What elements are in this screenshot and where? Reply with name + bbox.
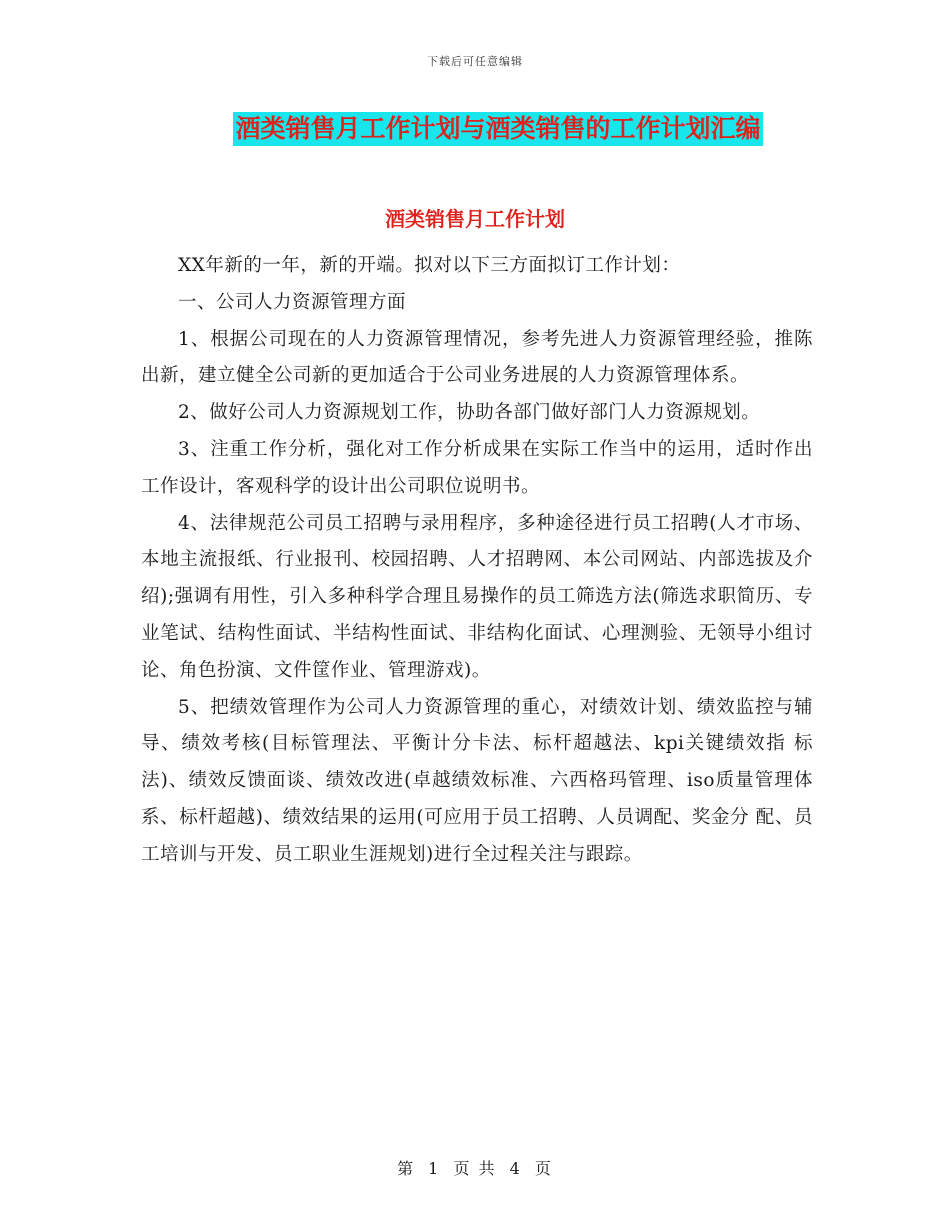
- paragraph: 一、公司人力资源管理方面: [178, 291, 407, 313]
- section-title: 酒类销售月工作计划: [385, 207, 565, 231]
- page-prefix: 第: [397, 1159, 416, 1178]
- paragraph: 4、法律规范公司员工招聘与录用程序，多种途径进行员工招聘(人才市场、本地主流报纸、行业报刊、校园招聘、人才招聘网、本公司网站、内部选拔及介 绍);强调有用性，引入多种科学合理且易操作的员工筛选方法(筛选求职简历、专业笔试、结构性面试、半结构性面试、非结构化面试、心理测验、无领导小组讨 论、角色扮演、文件筐作业、管理游戏)。: [141, 512, 813, 681]
- header-note: 下载后可任意编辑: [427, 55, 523, 68]
- page-footer: [0, 1156, 950, 1179]
- document-title-wrap: [0, 112, 950, 146]
- document-body: [141, 248, 813, 874]
- paragraph: 3、注重工作分析，强化对工作分析成果在实际工作当中的运用，适时作出工作设计，客观科学的设计出公司职位说明书。: [141, 438, 813, 497]
- page-number: 1: [428, 1159, 441, 1178]
- paragraph: 5、把绩效管理作为公司人力资源管理的重心，对绩效计划、绩效监控与辅导、绩效考核(目标管理法、平衡计分卡法、标杆超越法、kpi关键绩效指 标法)、绩效反馈面谈、绩效改进(卓越绩效标准、六西格玛管理、iso质量管理体系、标杆超越)、绩效结果的运用(可应用于员工招聘、人员调配、奖金分 配、员工培训与开发、员工职业生涯规划)进行全过程关注与跟踪。: [141, 696, 813, 865]
- paragraph: XX年新的一年，新的开端。拟对以下三方面拟订工作计划：: [178, 255, 681, 276]
- paragraph: 2、做好公司人力资源规划工作，协助各部门做好部门人力资源规划。: [178, 402, 761, 424]
- document-title: 酒类销售月工作计划与酒类销售的工作计划汇编: [233, 112, 762, 146]
- paragraph: 1、根据公司现在的人力资源管理情况，参考先进人力资源管理经验，推陈出新，建立健全公司新的更加适合于公司业务进展的人力资源管理体系。: [141, 328, 813, 387]
- page-suffix: 页: [534, 1159, 553, 1178]
- page-mid: 页 共: [453, 1159, 497, 1178]
- page-total: 4: [509, 1159, 522, 1178]
